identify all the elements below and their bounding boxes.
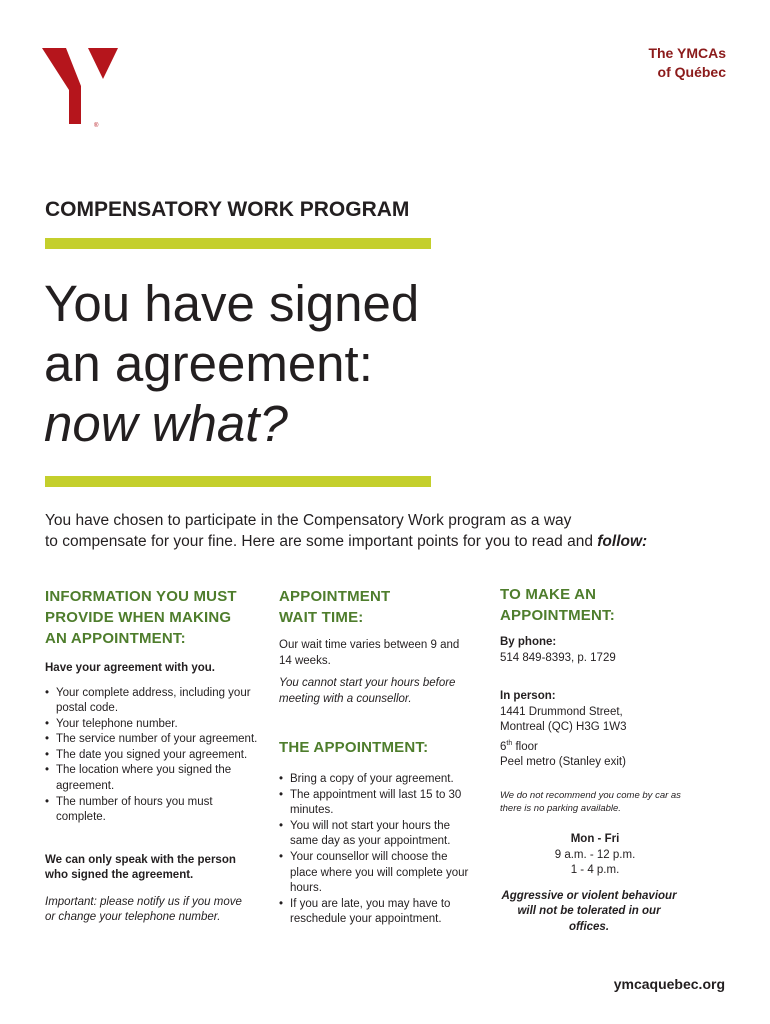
behaviour-note: Aggressive or violent behaviour will not be tolerated in our offices. (501, 889, 677, 933)
page-headline (44, 274, 419, 454)
hours-days: Mon - Fri (570, 833, 620, 846)
list-item: • Your complete address, including your postal code. (45, 686, 260, 717)
wait-heading-line2: WAIT TIME: (279, 609, 364, 626)
intro-line2 (45, 531, 735, 552)
intro-paragraph (45, 510, 735, 552)
wait-column (279, 586, 479, 928)
floor-number: 6 (500, 740, 507, 753)
wait-text: Our wait time varies between 9 and 14 weeks. (279, 639, 460, 667)
hours-afternoon: 1 - 4 p.m. (570, 864, 620, 877)
list-item: • You will not start your hours the same day as your appointment. (279, 819, 469, 850)
list-item: • Your counsellor will choose the place where you will complete your hours. (279, 850, 469, 897)
program-title: COMPENSATORY WORK PROGRAM (45, 198, 410, 221)
info-column (45, 586, 260, 926)
website-url[interactable]: ymcaquebec.org (613, 976, 725, 992)
info-heading-line3: AN APPOINTMENT: (45, 630, 186, 647)
organization-name (648, 44, 726, 82)
phone-number: 514 849-8393, p. 1729 (500, 651, 616, 664)
list-item: • Your telephone number. (45, 717, 260, 733)
speak-note: We can only speak with the person who signed the agreement. (45, 853, 236, 882)
address-line2: Montreal (QC) H3G 1W3 (500, 721, 627, 733)
intro-line1: You have chosen to participate in the Compensatory Work program as a way (45, 512, 572, 529)
info-list (45, 686, 260, 826)
floor-suffix: th (506, 739, 513, 747)
info-heading-line1: INFORMATION YOU MUST (45, 588, 237, 605)
accent-divider-top (45, 238, 431, 249)
phone-label: By phone: (500, 636, 557, 648)
contact-heading-line1: TO MAKE AN (500, 586, 597, 603)
intro-line2-text: to compensate for your fine. Here are some important points for you to read and (45, 533, 598, 550)
list-item: • The number of hours you must complete. (45, 795, 260, 826)
list-item: • If you are late, you may have to reschedule your appointment. (279, 897, 469, 928)
contact-heading (500, 584, 725, 626)
headline-line2: an agreement: (44, 335, 373, 392)
address-line1: 1441 Drummond Street, (500, 705, 623, 718)
org-name-line1: The YMCAs (648, 45, 726, 61)
wait-heading (279, 586, 479, 628)
intro-follow-emphasis: follow: (597, 533, 648, 550)
headline-line3: now what? (44, 395, 288, 452)
wait-heading-line1: APPOINTMENT (279, 588, 391, 605)
important-note: Important: please notify us if you move or change your telephone number. (45, 895, 242, 924)
contact-heading-line2: APPOINTMENT: (500, 607, 615, 624)
accent-divider-bottom (45, 476, 431, 487)
hours-morning: 9 a.m. - 12 p.m. (554, 848, 636, 861)
headline-line1: You have signed (44, 275, 420, 332)
wait-note: You cannot start your hours before meeting with a counsellor. (279, 677, 456, 705)
floor-word: floor (512, 740, 538, 753)
list-item: • Bring a copy of your agreement. (279, 772, 469, 788)
in-person-label: In person: (500, 690, 556, 702)
list-item: • The date you signed your agreement. (45, 748, 260, 764)
list-item: • The location where you signed the agreement. (45, 763, 260, 794)
list-item: • The service number of your agreement. (45, 732, 260, 748)
info-heading (45, 586, 260, 649)
info-heading-line2: PROVIDE WHEN MAKING (45, 609, 232, 626)
metro-info: Peel metro (Stanley exit) (500, 755, 626, 768)
address-floor (500, 736, 725, 755)
appointment-heading: THE APPOINTMENT: (279, 739, 429, 756)
svg-text:®: ® (94, 123, 99, 128)
appointment-list (279, 772, 469, 928)
parking-note: We do not recommend you come by car as there is no parking available. (500, 790, 681, 815)
info-lead: Have your agreement with you. (45, 662, 215, 674)
ymca-y-logo-icon (42, 46, 118, 128)
list-item: • The appointment will last 15 to 30 minutes. (279, 788, 469, 819)
org-name-line2: of Québec (657, 64, 726, 80)
contact-column (500, 584, 725, 935)
office-hours (500, 832, 690, 879)
